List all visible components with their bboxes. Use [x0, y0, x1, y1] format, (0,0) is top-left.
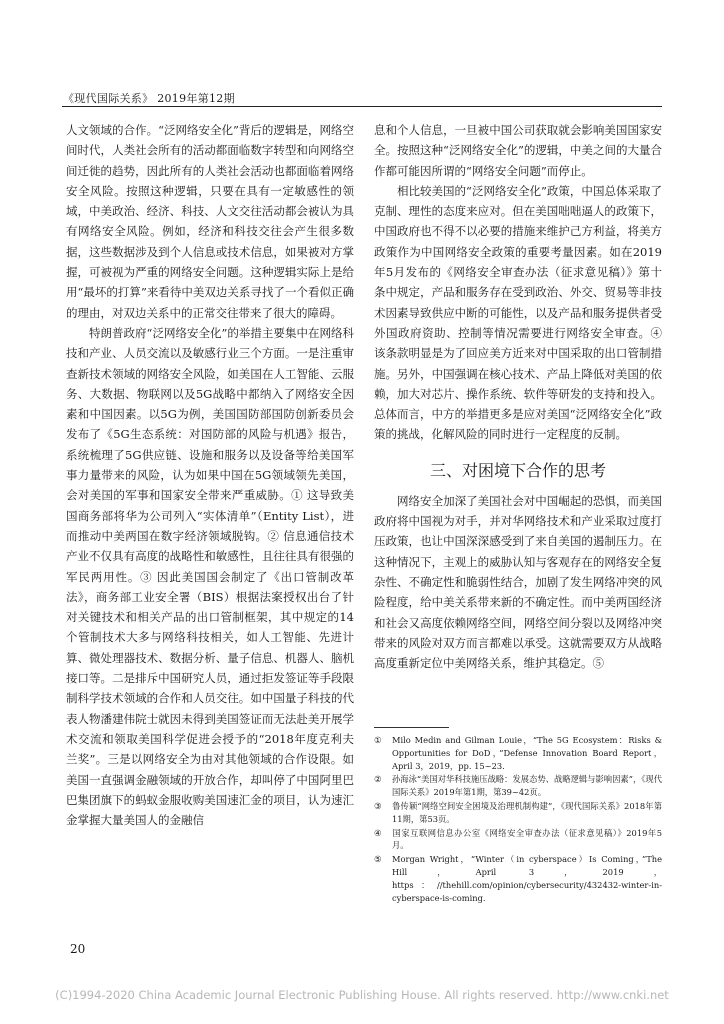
footnote-number: ①: [374, 735, 382, 745]
paragraph: 网络安全加深了美国社会对中国崛起的恐惧，而美国政府将中国视为对手，并对华网络技术和产业采取过度打压政策，也让中国深深感受到了来自美国的遏制压力。在这种情况下，主观上的威胁认知与客观存在的网络安全复杂性、不确定性和脆弱性结合，加剧了发生网络冲突的风险程度，给中美关系带来新的不确定性。而中美两国经济和社会又高度依赖网络空间，网络空间分裂以及网络冲突带来的风险对双方而言都难以承受。这就需要双方从战略高度重新定位中美网络关系，维护其稳定。⑤: [374, 493, 662, 671]
footnote: [374, 734, 662, 772]
footnote-number: ④: [374, 827, 382, 838]
footnote: [374, 773, 662, 799]
journal-running-header: 《现代国际关系》 2019年第12期: [63, 92, 235, 105]
footnote: [374, 853, 662, 904]
footnotes: [374, 734, 662, 905]
footnote-text: Milo Medin and Gilman Louie，“The 5G Ecosystem：Risks & Opportunities for DoD，”Defense Innovation Board Report，April 3，2019，pp. 15~23.: [392, 735, 662, 771]
footnote-number: ⑤: [374, 854, 382, 865]
footnote-rule: [374, 727, 449, 728]
footnote-text: 国家互联网信息办公室《网络安全审查办法（征求意见稿）》2019年5月。: [392, 827, 662, 851]
paragraph: 息和个人信息，一旦被中国公司获取就会影响美国国家安全。按照这种“泛网络安全化”的逻辑，中美之间的大量合作都可能因所谓的“网络安全问题”而停止。: [374, 123, 662, 178]
footnote-number: ③: [374, 800, 382, 811]
footnote-text: 鲁传颖“网络空间安全困境及治理机制构建”，《现代国际关系》2018年第11期，第53页。: [392, 800, 662, 824]
footnote: [374, 827, 662, 853]
footnote-text: Morgan Wright，“Winter（in cyberspace）Is Coming，”The Hill，April 3，2019，https：//thehill.com/opinion/cybersecurity/432432-winter-in-cyberspace-is-coming.: [392, 854, 662, 903]
footnote-number: ②: [374, 774, 382, 785]
right-column: [374, 120, 662, 673]
paragraph: 特朗普政府“泛网络安全化”的举措主要集中在网络科技和产业、人员交流以及敏感行业三个方面。一是注重审查新技术领域的网络安全风险，如美国在人工智能、云服务、大数据、物联网以及5G战略中都纳入了网络安全因素和中国因素。以5G为例，美国国防部国防创新委员会发布了《5G生态系统：对国防部的风险与机遇》报告，系统梳理了5G供应链、设施和服务以及设备等给美国军事力量带来的风险，认为如果中国在5G领域领先美国，会对美国的军事和国家安全带来严重威胁。① 这导致美国商务部将华为公司列入“实体清单”（Entity List），进而推动中美两国在数字经济领域脱钩。② 信息通信技术产业不仅具有高度的战略性和敏感性，且往往具有很强的军民两用性。③ 因此美国国会制定了《出口管制改革法》，商务部工业安全署（BIS）根据法案授权出台了针对关键技术和相关产品的出口管制框架，其中规定的14个管制技术大多与网络科技相关，如人工智能、先进计算、微处理器技术、数据分析、量子信息、机器人、脑机接口等。二是排斥中国研究人员，通过拒发签证等手段限制科学技术领域的合作和人员交往。如中国量子科技的代表人物潘建伟院士就因未得到美国签证而无法赴美开展学术交流和领取美国科学促进会授予的“2018年度克利夫兰奖”。三是以网络安全为由对其他领域的合作设限。如美国一直强调金融领域的开放合作，却叫停了中国阿里巴巴集团旗下的蚂蚁金服收购美国速汇金的项目，认为速汇金掌握大量美国人的金融信: [66, 325, 354, 828]
paragraph: 人文领域的合作。“泛网络安全化”背后的逻辑是，网络空间时代，人类社会所有的活动都面临数字转型和向网络空间迁徙的趋势，因此所有的人类社会活动也都面临着网络安全风险。按照这种逻辑，只要在具有一定敏感性的领域，中美政治、经济、科技、人文交往活动都会被认为具有网络安全风险。例如，经济和科技交往会产生很多数据，这些数据涉及到个人信息或技术信息，如果被对方掌握，可被视为严重的网络安全问题。这种逻辑实际上是给用“最坏的打算”来看待中美双边关系寻找了一个看似正确的理由，对双边关系中的正常交往带来了很大的障碍。: [66, 123, 354, 320]
header-rule: [62, 106, 662, 107]
section-heading: 三、对困境下合作的思考: [429, 460, 606, 480]
footnote-text: 孙海泳“美国对华科技施压战略：发展态势、战略逻辑与影响因素”，《现代国际关系》2019年第1期，第39~42页。: [392, 774, 662, 798]
copyright-footer: (C)1994-2020 China Academic Journal Electronic Publishing House. All rights reserved. http://www.cnki.net: [55, 988, 669, 1002]
footnote: [374, 800, 662, 826]
paragraph: 相比较美国的“泛网络安全化”政策，中国总体采取了克制、理性的态度来应对。但在美国咄咄逼人的政策下，中国政府也不得不以必要的措施来维护己方利益，将美方政策作为中国网络安全政策的重要考量因素。如在2019年5月发布的《网络安全审查办法（征求意见稿）》第十条中规定，产品和服务存在受到政治、外交、贸易等非技术因素导致供应中断的可能性，以及产品和服务提供者受外国政府资助、控制等情况需要进行网络安全审查。④ 该条款明显是为了回应美方近来对中国采取的出口管制措施。另外，中国强调在核心技术、产品上降低对美国的依赖，加大对芯片、操作系统、软件等研发的支持和投入。总体而言，中方的举措更多是应对美国“泛网络安全化”政策的挑战，化解风险的同时进行一定程度的反制。: [374, 183, 662, 442]
page-number: 20: [70, 942, 86, 956]
left-column: [66, 120, 354, 830]
